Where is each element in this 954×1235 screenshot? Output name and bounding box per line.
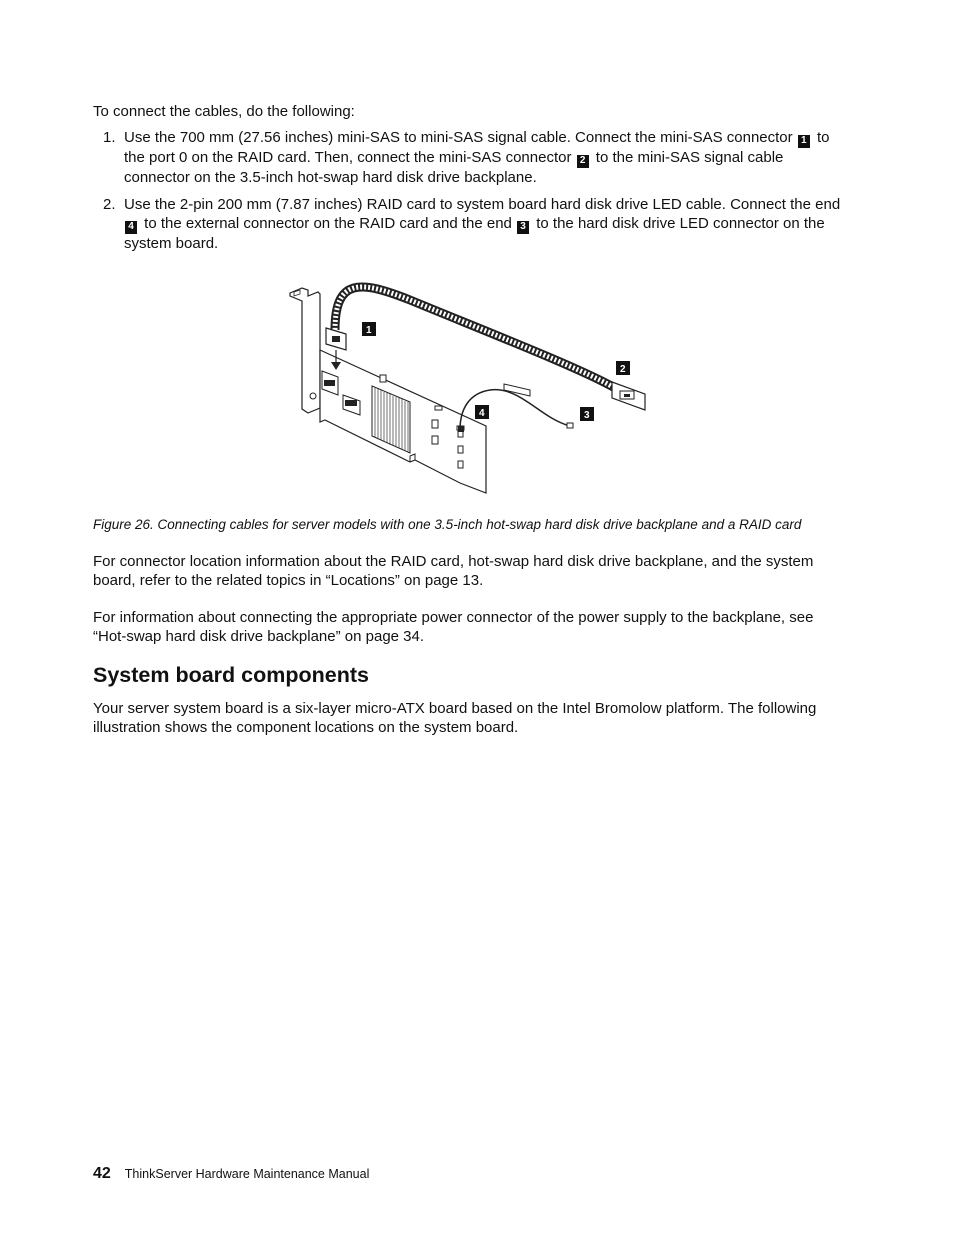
svg-text:4: 4 <box>479 408 485 419</box>
svg-text:3: 3 <box>584 410 590 421</box>
steps-list <box>93 128 853 261</box>
step-text: Use the 700 mm (27.56 inches) mini-SAS to mini-SAS signal cable. Connect the mini-SAS connector <box>124 129 797 146</box>
callout-badge: 1 <box>798 135 810 148</box>
callout-badge: 2 <box>577 155 589 168</box>
raid-card-cable-illustration <box>280 278 660 498</box>
intro-text: To connect the cables, do the following: <box>93 103 355 120</box>
step-text: to the mini-SAS signal cable connector on the 3.5-inch hot-swap hard disk drive backplane. <box>124 149 784 186</box>
section-heading: System board components <box>93 663 369 687</box>
step-text: Use the 2-pin 200 mm (7.87 inches) RAID card to system board hard disk drive LED cable. Connect the end <box>124 196 841 213</box>
step-number: 1. <box>103 129 116 146</box>
callout-badge: 4 <box>125 221 137 234</box>
paragraph-power-connector: For information about connecting the appropriate power connector of the power supply to the backplane, see “Hot-swap hard disk drive backplane” on page 34. <box>93 609 814 645</box>
section-body: Your server system board is a six-layer micro-ATX board based on the Intel Bromolow platform. The following illustration shows the component locations on the system board. <box>93 700 817 736</box>
step-item <box>93 195 853 253</box>
step-number: 2. <box>103 196 116 213</box>
raid-card-drawing <box>280 278 660 498</box>
page-footer <box>93 1165 369 1183</box>
paragraph-locations: For connector location information about the RAID card, hot-swap hard disk drive backplane, and the system board, refer to the related topics in “Locations” on page 13. <box>93 553 814 589</box>
page-number: 42 <box>93 1165 111 1182</box>
svg-text:2: 2 <box>620 364 626 375</box>
figure-callout-3 <box>580 407 594 421</box>
figure-callout-1 <box>362 322 376 336</box>
figure-caption: Figure 26. Connecting cables for server models with one 3.5-inch hot-swap hard disk drive backplane and a RAID card <box>93 517 802 532</box>
svg-text:1: 1 <box>366 325 372 336</box>
step-item <box>93 128 853 187</box>
callout-badge: 3 <box>517 221 529 234</box>
step-text: to the hard disk drive LED connector on the system board. <box>124 215 825 252</box>
figure-callout-2 <box>616 361 630 375</box>
figure-callout-4 <box>475 405 489 419</box>
step-text: to the port 0 on the RAID card. Then, connect the mini-SAS connector <box>124 129 830 166</box>
step-text: to the external connector on the RAID card and the end <box>140 215 517 232</box>
manual-title: ThinkServer Hardware Maintenance Manual <box>124 1167 370 1181</box>
